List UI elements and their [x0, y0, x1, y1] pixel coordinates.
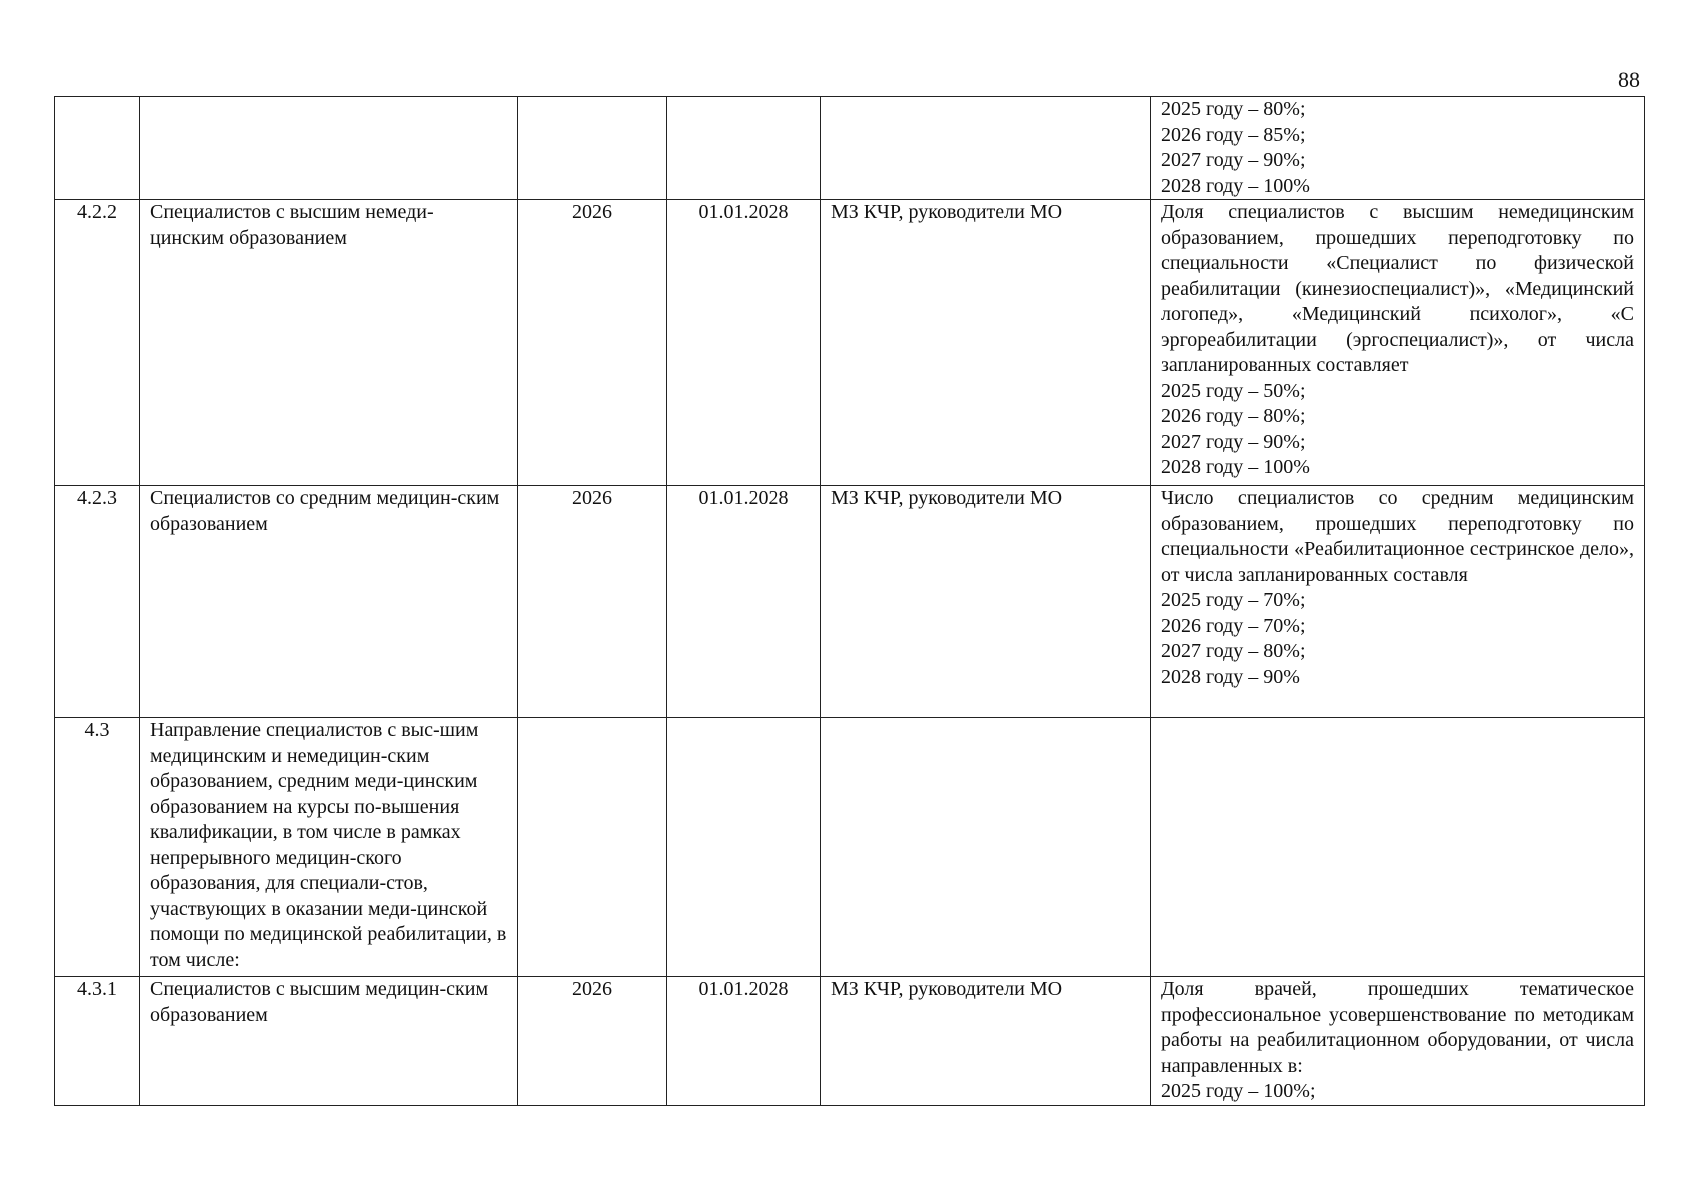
indicator-cell: [1151, 200, 1645, 486]
indicator-cell: [1151, 97, 1645, 200]
table-row: [55, 486, 1645, 718]
indicator-target-line: 2027 году – 80%;: [1161, 640, 1306, 662]
measure-name-cell: Специалистов с высшим медицин-ским образованием: [140, 977, 518, 1106]
deadline-date-cell: [667, 718, 821, 977]
table-row: [55, 718, 1645, 977]
indicator-target-line: 2026 году – 85%;: [1161, 123, 1306, 146]
indicator-target-line: 2025 году – 50%;: [1161, 379, 1306, 402]
item-number-cell: [55, 97, 140, 200]
deadline-date-cell: 01.01.2028: [667, 486, 821, 718]
start-year-cell: 2026: [518, 200, 667, 486]
responsible-cell: МЗ КЧР, руководители МО: [821, 486, 1151, 718]
indicator-cell: [1151, 486, 1645, 718]
indicator-target-line: 2027 году – 90%;: [1161, 430, 1306, 453]
measure-name-cell: Специалистов со средним медицин-ским образованием: [140, 486, 518, 718]
start-year-cell: 2026: [518, 977, 667, 1106]
indicator-target-line: 2025 году – 100%;: [1161, 1080, 1316, 1102]
measure-name-cell: Направление специалистов с выс-шим медицинским и немедицин-ским образованием, средним меди-цинским образованием на курсы по-вышения квалификации, в том числе в рамках непрерывного медицин-ского образования, для специали-стов, участвующих в оказании меди-цинской помощи по медицинской реабилитации, в том числе:: [140, 718, 518, 977]
indicator-cell: [1151, 718, 1645, 977]
indicator-target-line: 2025 году – 80%;: [1161, 98, 1306, 120]
start-year-cell: [518, 97, 667, 200]
measures-table: [54, 96, 1645, 1106]
indicator-target-line: 2026 году – 70%;: [1161, 614, 1306, 637]
item-number-cell: 4.3: [55, 718, 140, 977]
indicator-target-line: 2026 году – 80%;: [1161, 405, 1306, 427]
responsible-cell: [821, 718, 1151, 977]
indicator-cell: [1151, 977, 1645, 1106]
deadline-date-cell: 01.01.2028: [667, 977, 821, 1106]
table-row: [55, 977, 1645, 1106]
responsible-cell: МЗ КЧР, руководители МО: [821, 200, 1151, 486]
start-year-cell: 2026: [518, 486, 667, 718]
indicator-text: Число специалистов со средним медицинским образованием, прошедших переподготовку по специальности «Реабилитационное сестринское дело», от числа запланированных составля: [1161, 487, 1634, 586]
item-number-cell: 4.3.1: [55, 977, 140, 1106]
indicator-target-line: 2027 году – 90%;: [1161, 149, 1306, 171]
deadline-date-cell: 01.01.2028: [667, 200, 821, 486]
indicator-target-line: 2025 году – 70%;: [1161, 589, 1306, 611]
table-row: [55, 200, 1645, 486]
item-number-cell: 4.2.2: [55, 200, 140, 486]
measure-name-cell: [140, 97, 518, 200]
indicator-text: Доля врачей, прошедших тематическое профессиональное усовершенствование по методикам работы на реабилитационном оборудовании, от числа направленных в:: [1161, 978, 1634, 1077]
item-number-cell: 4.2.3: [55, 486, 140, 718]
table-row: [55, 97, 1645, 200]
page-number: 88: [1618, 67, 1640, 92]
responsible-cell: [821, 97, 1151, 200]
deadline-date-cell: [667, 97, 821, 200]
start-year-cell: [518, 718, 667, 977]
indicator-target-line: 2028 году – 100%: [1161, 456, 1310, 478]
indicator-target-line: 2028 году – 100%: [1161, 174, 1310, 197]
indicator-text: Доля специалистов с высшим немедицинским образованием, прошедших переподготовку по специальности «Специалист по физической реабилитации (кинезиоспециалист)», «Медицинский логопед», «Медицинский психолог», «С эргореабилитации (эргоспециалист)», от числа запланированных составляет: [1161, 201, 1634, 376]
indicator-target-line: 2028 году – 90%: [1161, 665, 1300, 688]
responsible-cell: МЗ КЧР, руководители МО: [821, 977, 1151, 1106]
measure-name-cell: Специалистов с высшим немеди-цинским образованием: [140, 200, 518, 486]
